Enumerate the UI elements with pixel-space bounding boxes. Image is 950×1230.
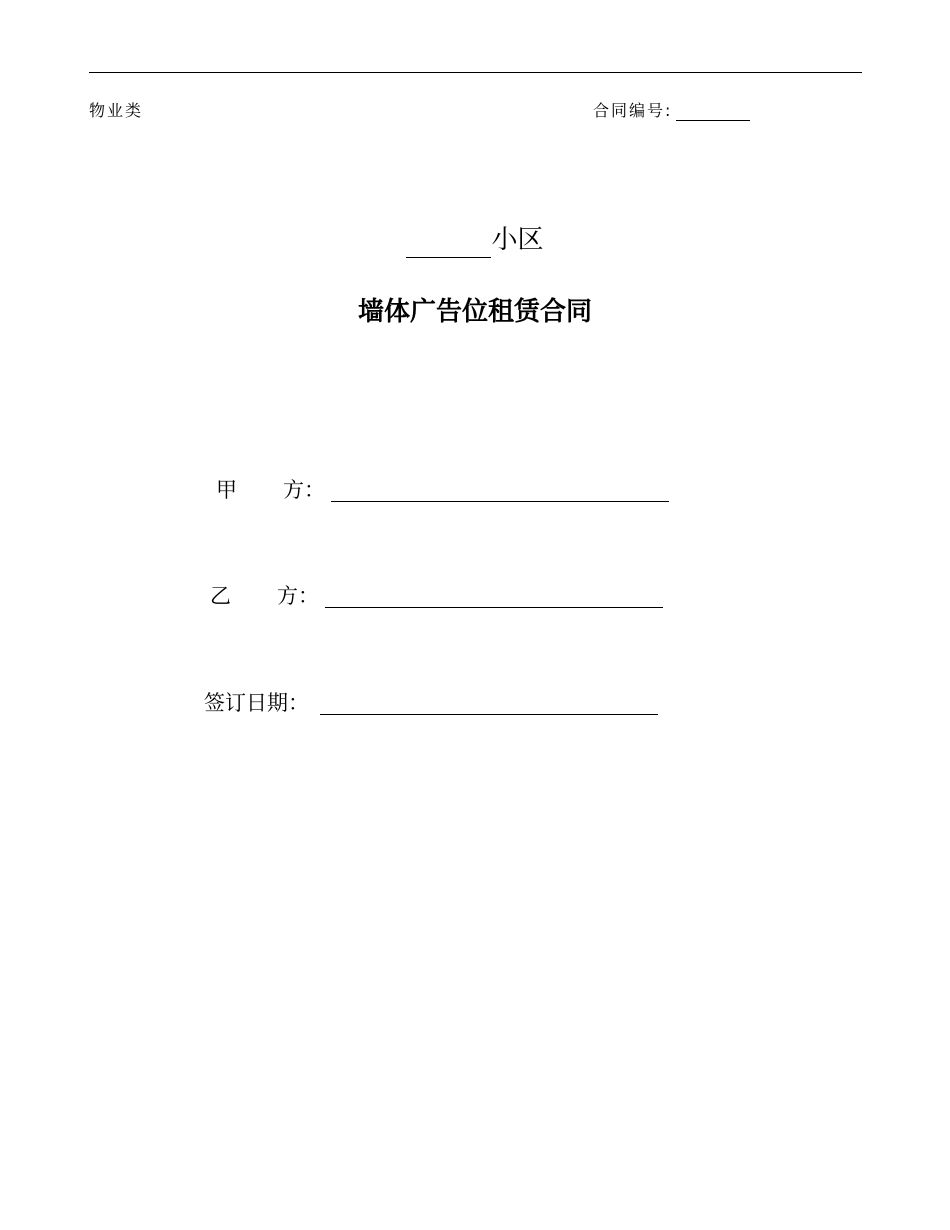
party-a-blank [331, 479, 669, 502]
party-b-blank [325, 585, 663, 608]
party-b-field [210, 582, 663, 610]
party-b-label-char: 乙 [210, 584, 231, 608]
community-title-suffix: 小区 [491, 225, 544, 255]
party-a-label-suffix: 方： [283, 478, 325, 502]
party-a-label [216, 476, 331, 504]
header-rule [89, 72, 862, 73]
community-title [0, 222, 950, 258]
contract-number-label: 合同编号: [593, 101, 673, 120]
document-title: 墙体广告位租赁合同 [357, 297, 592, 327]
contract-number [593, 101, 750, 121]
sign-date-blank [320, 692, 658, 715]
contract-number-blank [676, 104, 750, 121]
sign-date-label: 签订日期： [204, 691, 309, 715]
party-a-field [216, 476, 669, 504]
party-b-label-suffix: 方： [277, 584, 319, 608]
party-a-label-char: 甲 [216, 478, 237, 502]
category-label: 物业类 [89, 101, 144, 120]
party-b-label [210, 582, 325, 610]
sign-date-field [204, 689, 658, 717]
community-name-blank [406, 229, 491, 258]
